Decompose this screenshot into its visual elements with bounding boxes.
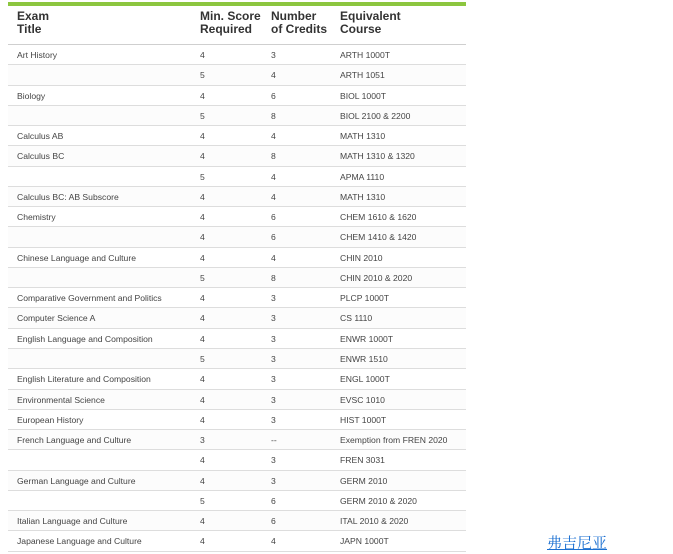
table-row: [8, 369, 466, 389]
header-credits: Number of Credits: [271, 9, 328, 36]
table-row: [8, 227, 466, 247]
credits-cell: 3: [271, 475, 276, 486]
equivalent-course-cell: HIST 1000T: [340, 414, 387, 425]
credits-cell: 4: [271, 191, 276, 202]
credits-cell: 3: [271, 374, 276, 385]
credits-cell: 8: [271, 272, 276, 283]
credits-cell: 4: [271, 131, 276, 142]
equivalent-course-cell: APMA 1110: [340, 171, 385, 182]
table-row: [8, 531, 466, 551]
exam-title-cell: Chinese Language and Culture: [17, 252, 136, 263]
min-score-cell: 4: [200, 151, 205, 162]
table-row: [8, 65, 466, 85]
exam-title-cell: Biology: [17, 90, 46, 101]
exam-title-cell: French Language and Culture: [17, 435, 132, 446]
table-row: [8, 329, 466, 349]
table-row: [8, 167, 466, 187]
credits-cell: 6: [271, 495, 276, 506]
table-row: [8, 511, 466, 531]
virginia-link[interactable]: 弗吉尼亚: [547, 534, 608, 552]
equivalent-course-cell: ITAL 2010 & 2020: [340, 516, 409, 527]
table-row: [8, 248, 466, 268]
exam-title-cell: Comparative Government and Politics: [17, 293, 162, 304]
table-row: [8, 288, 466, 308]
table-row: [8, 491, 466, 511]
min-score-cell: 4: [200, 50, 205, 60]
credits-cell: 3: [271, 414, 276, 425]
exam-title-cell: Computer Science A: [17, 313, 96, 324]
ap-credit-table: [8, 2, 466, 552]
equivalent-course-cell: CS 1110: [340, 313, 373, 324]
min-score-cell: 4: [200, 333, 205, 344]
header-min-score: Min. Score Required: [200, 9, 261, 36]
credits-cell: 3: [271, 455, 276, 466]
equivalent-course-cell: PLCP 1000T: [340, 293, 390, 304]
min-score-cell: 5: [200, 70, 205, 81]
credits-cell: 4: [271, 171, 276, 182]
min-score-cell: 4: [200, 293, 205, 304]
equivalent-course-cell: ENWR 1510: [340, 353, 388, 364]
equivalent-course-cell: JAPN 1000T: [340, 536, 389, 547]
min-score-cell: 4: [200, 394, 205, 405]
credits-cell: 8: [271, 151, 276, 162]
min-score-cell: 5: [200, 495, 205, 506]
credits-cell: 6: [271, 212, 276, 223]
min-score-cell: 4: [200, 374, 205, 385]
exam-title-cell: Italian Language and Culture: [17, 516, 128, 527]
table-row: [8, 268, 466, 288]
table-row: [8, 146, 466, 166]
equivalent-course-cell: BIOL 1000T: [340, 90, 387, 101]
exam-title-cell: English Language and Composition: [17, 333, 153, 344]
table-row: [8, 187, 466, 207]
credits-cell: 6: [271, 232, 276, 243]
exam-title-cell: Calculus BC: AB Subscore: [17, 191, 119, 202]
equivalent-course-cell: EVSC 1010: [340, 394, 385, 405]
table-row: [8, 126, 466, 146]
min-score-cell: 3: [200, 435, 205, 446]
equivalent-course-cell: MATH 1310 & 1320: [340, 151, 415, 162]
equivalent-course-cell: CHEM 1610 & 1620: [340, 212, 417, 223]
equivalent-course-cell: ARTH 1000T: [340, 50, 390, 60]
min-score-cell: 5: [200, 171, 205, 182]
min-score-cell: 4: [200, 414, 205, 425]
equivalent-course-cell: Exemption from FREN 2020: [340, 435, 448, 446]
equivalent-course-cell: MATH 1310: [340, 191, 386, 202]
equivalent-course-cell: ENWR 1000T: [340, 333, 394, 344]
table-header: [8, 6, 466, 45]
equivalent-course-cell: ENGL 1000T: [340, 374, 390, 385]
header-equivalent-course: Equivalent Course: [340, 9, 401, 36]
equivalent-course-cell: FREN 3031: [340, 455, 385, 466]
min-score-cell: 4: [200, 516, 205, 527]
table-row: [8, 106, 466, 126]
min-score-cell: 4: [200, 191, 205, 202]
table-row: [8, 308, 466, 328]
table-row: [8, 86, 466, 106]
equivalent-course-cell: MATH 1310: [340, 131, 386, 142]
header-exam-title: Exam Title: [17, 9, 50, 36]
table-body: [8, 45, 466, 552]
exam-title-cell: English Literature and Composition: [17, 374, 151, 385]
equivalent-course-cell: GERM 2010 & 2020: [340, 495, 417, 506]
credits-cell: 3: [271, 353, 276, 364]
credits-cell: 4: [271, 536, 276, 547]
table-row: [8, 410, 466, 430]
table-row: [8, 207, 466, 227]
min-score-cell: 4: [200, 232, 205, 243]
credits-cell: 4: [271, 70, 276, 81]
equivalent-course-cell: BIOL 2100 & 2200: [340, 110, 411, 121]
table-row: [8, 450, 466, 470]
equivalent-course-cell: CHEM 1410 & 1420: [340, 232, 417, 243]
credits-cell: --: [271, 435, 277, 446]
equivalent-course-cell: CHIN 2010: [340, 252, 383, 263]
min-score-cell: 4: [200, 90, 205, 101]
min-score-cell: 5: [200, 272, 205, 283]
credits-cell: 6: [271, 90, 276, 101]
equivalent-course-cell: CHIN 2010 & 2020: [340, 272, 413, 283]
min-score-cell: 5: [200, 353, 205, 364]
credits-cell: 3: [271, 293, 276, 304]
min-score-cell: 4: [200, 131, 205, 142]
table-row: [8, 45, 466, 65]
credits-cell: 6: [271, 516, 276, 527]
exam-title-cell: German Language and Culture: [17, 475, 136, 486]
table-row: [8, 471, 466, 491]
min-score-cell: 4: [200, 212, 205, 223]
exam-title-cell: European History: [17, 414, 84, 425]
credits-cell: 8: [271, 110, 276, 121]
table-row: [8, 430, 466, 450]
credits-cell: 4: [271, 252, 276, 263]
credits-cell: 3: [271, 50, 276, 60]
min-score-cell: 4: [200, 313, 205, 324]
table-row: [8, 349, 466, 369]
exam-title-cell: Art History: [17, 50, 58, 60]
exam-title-cell: Calculus BC: [17, 151, 65, 162]
min-score-cell: 4: [200, 536, 205, 547]
min-score-cell: 4: [200, 252, 205, 263]
exam-title-cell: Calculus AB: [17, 131, 64, 142]
credits-cell: 3: [271, 313, 276, 324]
credits-cell: 3: [271, 394, 276, 405]
equivalent-course-cell: ARTH 1051: [340, 70, 385, 81]
min-score-cell: 4: [200, 455, 205, 466]
min-score-cell: 4: [200, 475, 205, 486]
table-row: [8, 390, 466, 410]
min-score-cell: 5: [200, 110, 205, 121]
equivalent-course-cell: GERM 2010: [340, 475, 388, 486]
credits-cell: 3: [271, 333, 276, 344]
exam-title-cell: Chemistry: [17, 212, 56, 223]
exam-title-cell: Environmental Science: [17, 394, 105, 405]
exam-title-cell: Japanese Language and Culture: [17, 536, 142, 547]
